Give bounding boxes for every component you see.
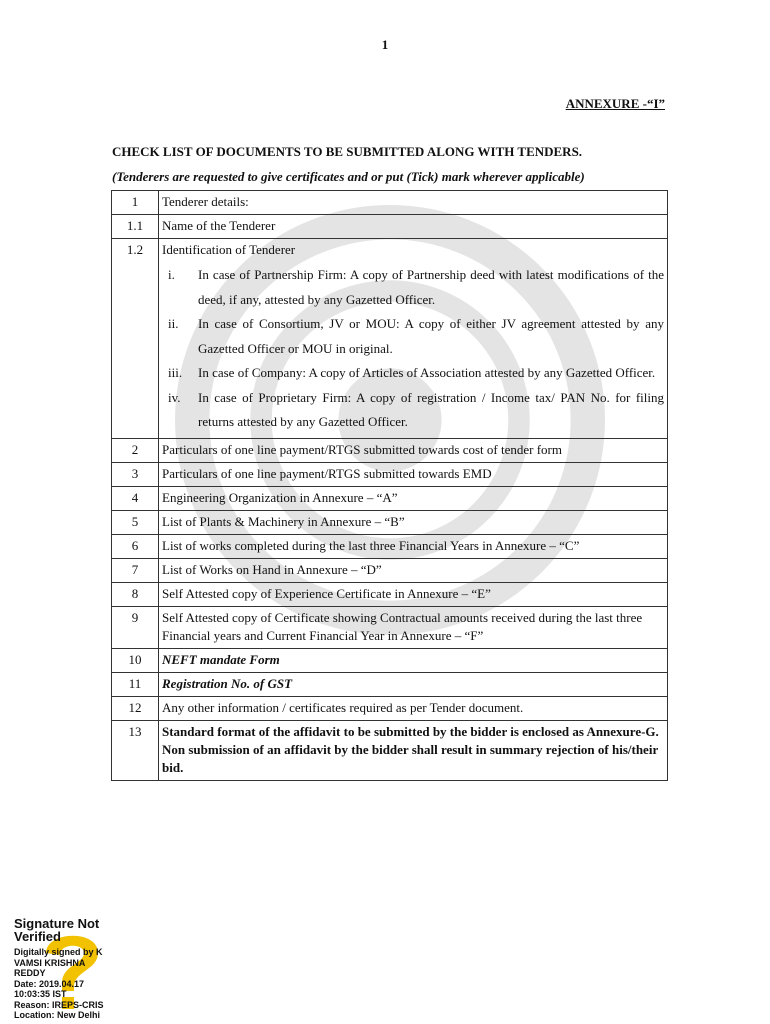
list-marker: iii. [168, 365, 183, 380]
signature-details: Digitally signed by K VAMSI KRISHNA REDDY Date: 2019.04.17 10:03:35 IST Reason: IREPS-CRIS Location: New Delhi [14, 947, 104, 1020]
row-text: List of Works on Hand in Annexure – “D” [159, 558, 668, 582]
row-number: 1.2 [112, 239, 159, 439]
list-item [162, 361, 664, 386]
list-item [162, 263, 664, 312]
list-item-text: In case of Proprietary Firm: A copy of registration / Income tax/ PAN No. for filing returns attested by any Gazetted Officer. [198, 389, 664, 429]
table-row [112, 510, 668, 534]
list-marker: i. [168, 267, 175, 282]
list-item [162, 386, 664, 435]
table-row [112, 438, 668, 462]
table-row [112, 239, 668, 439]
row-text: Engineering Organization in Annexure – “A” [159, 486, 668, 510]
row-number: 3 [112, 462, 159, 486]
page-number: 1 [381, 37, 389, 52]
list-marker: ii. [168, 316, 179, 331]
table-row [112, 215, 668, 239]
row-text: Particulars of one line payment/RTGS submitted towards cost of tender form [159, 438, 668, 462]
list-item-text: In case of Consortium, JV or MOU: A copy of either JV agreement attested by any Gazetted Officer or MOU in original. [198, 316, 664, 356]
signature-status: Signature Not Verified [14, 916, 100, 944]
table-row [112, 486, 668, 510]
row-text: Standard format of the affidavit to be submitted by the bidder is enclosed as Annexure-G. Non submission of an affidavit by the bidder shall result in summary rejection of his/their bid. [159, 720, 668, 780]
table-row [112, 462, 668, 486]
row-number: 11 [112, 672, 159, 696]
table-row [112, 558, 668, 582]
row-text: Self Attested copy of Experience Certificate in Annexure – “E” [159, 582, 668, 606]
row-text: Any other information / certificates required as per Tender document. [159, 696, 668, 720]
table-row [112, 696, 668, 720]
row-number: 2 [112, 438, 159, 462]
row-number: 13 [112, 720, 159, 780]
table-row [112, 672, 668, 696]
row-text: Identification of Tenderer [162, 242, 296, 257]
row-number: 7 [112, 558, 159, 582]
table-row [112, 582, 668, 606]
table-row [112, 648, 668, 672]
row-number: 9 [112, 606, 159, 648]
checklist-table [111, 190, 668, 781]
row-text: List of Plants & Machinery in Annexure – “B” [159, 510, 668, 534]
list-item-text: In case of Company: A copy of Articles of Association attested by any Gazetted Officer. [198, 365, 656, 380]
row-number: 1.1 [112, 215, 159, 239]
table-row [112, 191, 668, 215]
list-item [162, 312, 664, 361]
table-row [112, 720, 668, 780]
row-number: 5 [112, 510, 159, 534]
row-text: Registration No. of GST [159, 672, 668, 696]
annexure-label: ANNEXURE -“I” [565, 96, 665, 111]
table-row [112, 534, 668, 558]
row-text: Particulars of one line payment/RTGS submitted towards EMD [159, 462, 668, 486]
row-number: 1 [112, 191, 159, 215]
row-text: Name of the Tenderer [159, 215, 668, 239]
list-marker: iv. [168, 389, 181, 405]
row-number: 12 [112, 696, 159, 720]
table-row [112, 606, 668, 648]
row-number: 10 [112, 648, 159, 672]
row-text-with-subitems [159, 239, 668, 439]
document-title: CHECK LIST OF DOCUMENTS TO BE SUBMITTED ALONG WITH TENDERS. [112, 144, 583, 159]
digital-signature-stamp [14, 916, 134, 1020]
row-number: 8 [112, 582, 159, 606]
row-number: 6 [112, 534, 159, 558]
row-text: NEFT mandate Form [159, 648, 668, 672]
row-text: List of works completed during the last three Financial Years in Annexure – “C” [159, 534, 668, 558]
document-subtitle: (Tenderers are requested to give certificates and or put (Tick) mark wherever applicable) [112, 169, 585, 184]
row-text: Self Attested copy of Certificate showing Contractual amounts received during the last three Financial years and Current Financial Year in Annexure – “F” [159, 606, 668, 648]
identification-sublist [162, 263, 664, 435]
list-item-text: In case of Partnership Firm: A copy of Partnership deed with latest modifications of the deed, if any, attested by any Gazetted Officer. [198, 267, 664, 307]
row-number: 4 [112, 486, 159, 510]
row-text: Tenderer details: [159, 191, 668, 215]
